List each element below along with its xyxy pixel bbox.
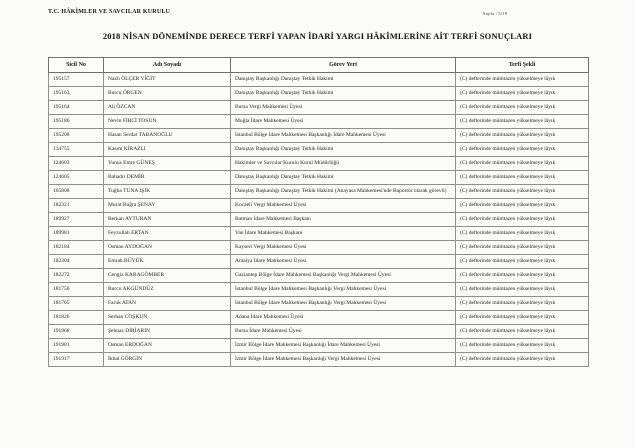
table-header xyxy=(49,58,589,73)
col-header-duty: Görev Yeri xyxy=(231,58,456,73)
cell-result: (C) defterinde mümtazen yükselmeye lâyık xyxy=(456,283,589,297)
cell-name: Osman AYDOĞAN xyxy=(104,241,231,255)
cell-result: (C) defterinde mümtazen yükselmeye lâyık xyxy=(456,255,589,269)
cell-sicil-no: 191901 xyxy=(49,339,104,353)
cell-result: (C) defterinde mümtazen yükselmeye lâyık xyxy=(456,143,589,157)
cell-result: (C) defterinde mümtazen yükselmeye lâyık xyxy=(456,213,589,227)
cell-name: Osman ERDOĞAN xyxy=(104,339,231,353)
cell-result: (C) defterinde mümtazen yükselmeye lâyık xyxy=(456,325,589,339)
cell-sicil-no: 134755 xyxy=(49,143,104,157)
cell-name: Kasım KİRAZLI xyxy=(104,143,231,157)
cell-result: (C) defterinde mümtazen yükselmeye lâyık xyxy=(456,241,589,255)
cell-duty: İzmir Bölge İdare Mahkemesi Başkanlığı Vergi Mahkemesi Üyesi xyxy=(231,353,456,367)
cell-sicil-no: 191868 xyxy=(49,325,104,339)
cell-result: (C) defterinde mümtazen yükselmeye lâyık xyxy=(456,129,589,143)
cell-name: Şehnaz DİRİARIN xyxy=(104,325,231,339)
cell-duty: Kocaeli Vergi Mahkemesi Üyesi xyxy=(231,199,456,213)
table-row xyxy=(49,143,589,157)
cell-duty: Antalya İdare Mahkemesi Üyesi xyxy=(231,255,456,269)
cell-result: (C) defterinde mümtazen yükselmeye lâyık xyxy=(456,227,589,241)
table-row xyxy=(49,297,589,311)
cell-name: Yunus Emre GÜNEŞ xyxy=(104,157,231,171)
cell-name: Bahadır DEMİR xyxy=(104,171,231,185)
cell-duty: Danıştay Başkanlığı Danıştay Tetkik Hakimi xyxy=(231,143,456,157)
table-row xyxy=(49,311,589,325)
cell-result: (C) defterinde mümtazen yükselmeye lâyık xyxy=(456,115,589,129)
cell-duty: Danıştay Başkanlığı Danıştay Tetkik Hakimi xyxy=(231,87,456,101)
table-row xyxy=(49,101,589,115)
table-row xyxy=(49,353,589,367)
cell-duty: İstanbul Bölge İdare Mahkemesi Başkanlığı Vergi Mahkemesi Üyesi xyxy=(231,297,456,311)
cell-duty: Batman İdare Mahkemesi Başkanı xyxy=(231,213,456,227)
cell-sicil-no: 124603 xyxy=(49,157,104,171)
cell-sicil-no: 181765 xyxy=(49,297,104,311)
cell-name: Faruk ATAN xyxy=(104,297,231,311)
cell-duty: Van İdare Mahkemesi Başkanı xyxy=(231,227,456,241)
table-body xyxy=(49,73,589,367)
cell-sicil-no: 182184 xyxy=(49,241,104,255)
cell-name: Ali ÖZCAN xyxy=(104,101,231,115)
cell-sicil-no: 124605 xyxy=(49,171,104,185)
cell-sicil-no: 189927 xyxy=(49,213,104,227)
cell-sicil-no: 195157 xyxy=(49,73,104,87)
cell-name: Burcu ÖRGEN xyxy=(104,87,231,101)
cell-result: (C) defterinde mümtazen yükselmeye lâyık xyxy=(456,185,589,199)
table-row xyxy=(49,339,589,353)
cell-result: (C) defterinde mümtazen yükselmeye lâyık xyxy=(456,157,589,171)
cell-name: Nevin FİRCİ TOSUN xyxy=(104,115,231,129)
cell-name: Tuğba TUNA IŞIK xyxy=(104,185,231,199)
cell-sicil-no: 189981 xyxy=(49,227,104,241)
cell-name: Murat Buğra ŞENAY xyxy=(104,199,231,213)
cell-sicil-no: 182272 xyxy=(49,269,104,283)
cell-duty: İstanbul Bölge İdare Mahkemesi Başkanlığı İdare Mahkemesi Üyesi xyxy=(231,129,456,143)
cell-duty: Hakimler ve Savcılar Kurulu Kurul Müdürlüğü xyxy=(231,157,456,171)
header-row xyxy=(49,58,589,73)
cell-name: İkbal GÖRGİN xyxy=(104,353,231,367)
cell-result: (C) defterinde mümtazen yükselmeye lâyık xyxy=(456,297,589,311)
table-row xyxy=(49,255,589,269)
cell-duty: Danıştay Başkanlığı Danıştay Tetkik Hakimi xyxy=(231,73,456,87)
cell-result: (C) defterinde mümtazen yükselmeye lâyık xyxy=(456,269,589,283)
cell-sicil-no: 182204 xyxy=(49,255,104,269)
table-row xyxy=(49,157,589,171)
cell-duty: Bursa İdare Mahkemesi Üyesi xyxy=(231,325,456,339)
cell-result: (C) defterinde mümtazen yükselmeye lâyık xyxy=(456,171,589,185)
cell-duty: Danıştay Başkanlığı Danıştay Tetkik Hakimi (Anayasa Mahkemesi'nde Raportör olarak görevli) xyxy=(231,185,456,199)
table-row xyxy=(49,73,589,87)
table-row xyxy=(49,185,589,199)
col-header-name: Adı Soyadı xyxy=(104,58,231,73)
org-header: T.C. HÂKİMLER VE SAVCILAR KURULU xyxy=(48,9,171,15)
col-header-sicil-no: Sicil No xyxy=(49,58,104,73)
cell-sicil-no: 195186 xyxy=(49,115,104,129)
cell-sicil-no: 191917 xyxy=(49,353,104,367)
cell-result: (C) defterinde mümtazen yükselmeye lâyık xyxy=(456,73,589,87)
cell-sicil-no: 195208 xyxy=(49,129,104,143)
cell-name: Berkan AYTURAN xyxy=(104,213,231,227)
cell-duty: İstanbul Bölge İdare Mahkemesi Başkanlığı Vergi Mahkemesi Üyesi xyxy=(231,283,456,297)
table-row xyxy=(49,241,589,255)
cell-sicil-no: 181756 xyxy=(49,283,104,297)
cell-result: (C) defterinde mümtazen yükselmeye lâyık xyxy=(456,311,589,325)
table-row xyxy=(49,283,589,297)
cell-result: (C) defterinde mümtazen yükselmeye lâyık xyxy=(456,199,589,213)
cell-name: Burcu AKGÜNDÜZ xyxy=(104,283,231,297)
cell-duty: Gaziantep Bölge İdare Mahkemesi Başkanlığı Vergi Mahkemesi Üyesi xyxy=(231,269,456,283)
page-number: Sayfa : 5/19 xyxy=(483,11,508,16)
table-row xyxy=(49,115,589,129)
table-row xyxy=(49,87,589,101)
cell-result: (C) defterinde mümtazen yükselmeye lâyık xyxy=(456,101,589,115)
cell-sicil-no: 195164 xyxy=(49,101,104,115)
results-table xyxy=(48,57,589,367)
cell-result: (C) defterinde mümtazen yükselmeye lâyık xyxy=(456,339,589,353)
cell-result: (C) defterinde mümtazen yükselmeye lâyık xyxy=(456,353,589,367)
cell-duty: İzmir Bölge İdare Mahkemesi Başkanlığı İdare Mahkemesi Üyesi xyxy=(231,339,456,353)
cell-duty: Muğla İdare Mahkemesi Üyesi xyxy=(231,115,456,129)
cell-result: (C) defterinde mümtazen yükselmeye lâyık xyxy=(456,87,589,101)
table-row xyxy=(49,129,589,143)
table-row xyxy=(49,171,589,185)
cell-name: Serhan COŞKUN xyxy=(104,311,231,325)
table-row xyxy=(49,213,589,227)
cell-sicil-no: 181826 xyxy=(49,311,104,325)
cell-name: Emrah BÜYÜK xyxy=(104,255,231,269)
cell-sicil-no: 165808 xyxy=(49,185,104,199)
cell-sicil-no: 195163 xyxy=(49,87,104,101)
table-row xyxy=(49,199,589,213)
col-header-result: Terfi Şekli xyxy=(456,58,589,73)
table-row xyxy=(49,227,589,241)
table-row xyxy=(49,325,589,339)
cell-name: Feyzullah ERTAN xyxy=(104,227,231,241)
document-title: 2018 NİSAN DÖNEMİNDE DERECE TERFİ YAPAN İDARİ YARGI HÂKİMLERİNE AİT TERFİ SONUÇLARI xyxy=(102,31,533,41)
cell-name: Nazlı ÖLÇER YİĞİT xyxy=(104,73,231,87)
table-row xyxy=(49,269,589,283)
cell-name: Hasan Serdar TABANOĞLU xyxy=(104,129,231,143)
cell-duty: Bursa Vergi Mahkemesi Üyesi xyxy=(231,101,456,115)
cell-duty: Danıştay Başkanlığı Danıştay Tetkik Hakimi xyxy=(231,171,456,185)
cell-sicil-no: 182321 xyxy=(49,199,104,213)
cell-duty: Kayseri Vergi Mahkemesi Üyesi xyxy=(231,241,456,255)
cell-name: Cengiz KARAGÖMBER xyxy=(104,269,231,283)
cell-duty: Adana İdare Mahkemesi Üyesi xyxy=(231,311,456,325)
